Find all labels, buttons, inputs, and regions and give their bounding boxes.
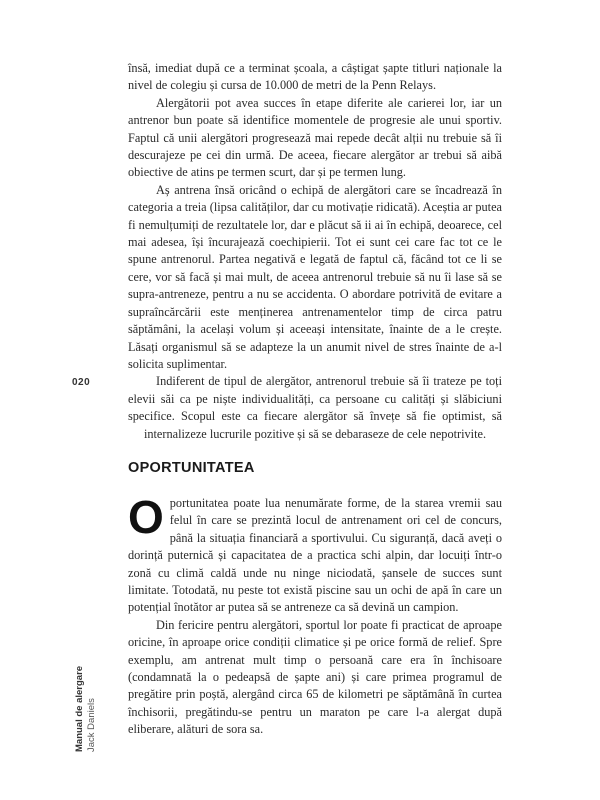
- running-title: Manual de alergare: [74, 665, 85, 752]
- running-header: [74, 666, 98, 752]
- body-text: [128, 60, 502, 739]
- paragraph-2: Alergătorii pot avea succes în etape diferite ale carierei lor, iar un antrenor bun poate să identifice momentele de progresie ale unui sportiv. Faptul că unii alergători progresează mai repede decât alții nu trebuie să îi descurajeze pe cei din urmă. De aceea, fiecare alergător ar trebui să aibă obiective de atins pe termen scurt, dar și pe termen lung.: [128, 95, 502, 180]
- paragraph-4: Indiferent de tipul de alergător, antrenorul trebuie să îi trateze pe toți elevii săi ca pe niște individualități, ca persoane cu calități și slăbiciuni specifice. Scopul este ca fiecare alergător să învețe să fie optimist, să internalizeze lucrurile pozitive și să se debaraseze de cele nepotrivite.: [128, 374, 502, 441]
- paragraph-6: Din fericire pentru alergători, sportul lor poate fi practicat de aproape oricine, în aproape orice condiții climatice și pe orice formă de relief. Spre exemplu, am antrenat mult timp o persoană care era în închisoare (condamnată la o pedeapsă de șapte ani) și care primea programul de pregătire prin poștă, alergând circa 65 de kilometri pe săptămână în curtea închisorii, pregătindu-se pentru un maraton pe care l-a alergat după eliberare, alături de sora sa.: [128, 617, 502, 737]
- running-author: Jack Daniels: [86, 698, 97, 752]
- drop-cap: O: [128, 490, 164, 543]
- paragraph-5: [128, 490, 502, 617]
- section-heading: OPORTUNITATEA: [128, 459, 255, 476]
- page-number: 020: [72, 377, 91, 388]
- paragraph-3: Aș antrena însă oricând o echipă de alergători care se încadrează în categoria a treia (lipsa calităților, dar cu motivație ridicată). Aceștia ar putea fi nemulțumiți de rezultatele lor, dar e plăcut să ii ai în echipă, deoarece, cel mai adesea, își încurajează coechipierii. Tot ei sunt cei care fac tot ce le spune antrenorul. Partea negativă e legată de faptul că, făcând tot ce li se cere, vor să facă și mai mult, de aceea antrenorul trebuie să nu îi lase să se supra-antreneze, pentru a nu se accidenta. O abordare potrivită de evitare a supraîncărcării este menținerea antrenamentelor timp de circa patru săptămâni, la același volum și aceeași intensitate, înainte de a le crește. Lăsați organismul să se adapteze la un anumit nivel de stres înainte de a-l solicita suplimentar.: [128, 182, 502, 371]
- paragraph-5-text: portunitatea poate lua nenumărate forme, de la starea vremii sau felul în care se prezintă locul de antrenament ori cel de concurs, până la situația financiară a sportivului. Cu siguranță, dacă aveți o dorință puternică și capacitatea de a practica schi alpin, dar locuiți într-o zonă cu climă caldă unde nu ninge niciodată, șansele de succes sunt limitate. Totodată, nu peste tot există piscine sau un ochi de apă în care un potențial înotător ar putea să se antreneze ca să devină un campion.: [128, 495, 502, 615]
- paragraph-1: însă, imediat după ce a terminat școala, a câștigat șapte titluri naționale la nivel de colegiu și cursa de 10.000 de metri de la Penn Relays.: [128, 61, 502, 93]
